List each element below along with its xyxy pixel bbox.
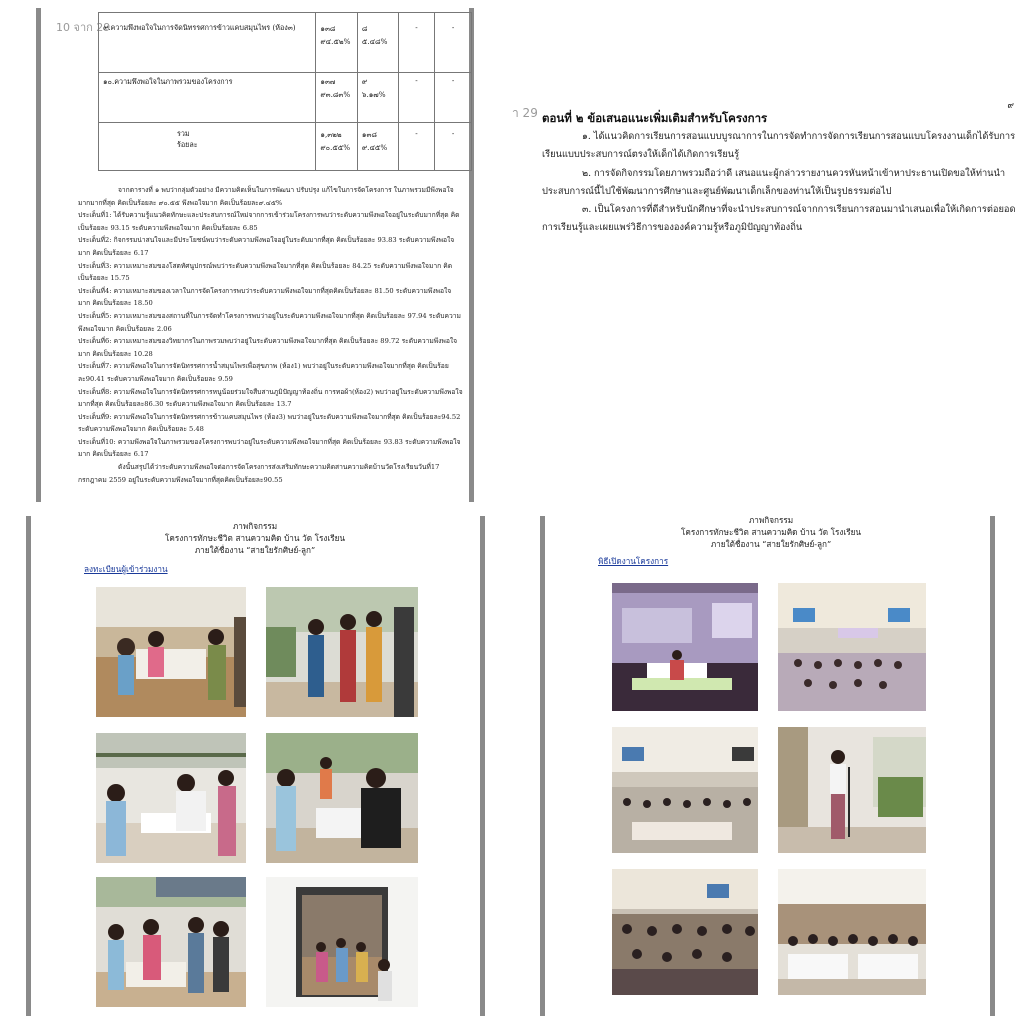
paragraph: ประเด็นที่2: กิจกรรมน่าสนใจและมีประโยชน์พบว่าระดับความพึงพอใจอยู่ในระดับมากที่สุด คิดเป็นร้อยละ 93.83 ระดับความพึงพอใจมาก คิดเป็นร้อยละ 6.17: [78, 236, 455, 257]
title-line: ภายใต้ชื่องาน “สายใยรักศิษย์-ลูก”: [194, 545, 316, 555]
table-cell: -: [398, 13, 435, 73]
document-page-2: [512, 98, 1024, 238]
table-cell: ๑๓๘ ๙.๔๕%: [357, 123, 398, 171]
suggestion-item: ๓. เป็นโครงการที่ดีสำหรับนักศึกษาที่จะนำประสบการณ์จากการเรียนการสอนมานำเสนอเพื่อให้เกิดการต่อยอดการเรียนรู้และเผยแพร่วิธีการขององค์ความรู้หรือภูมิปัญญาท้องถิ่น: [542, 204, 1016, 234]
photo-page-title: [606, 514, 936, 550]
photo-page-title: [90, 520, 420, 556]
photo-opening-3: [612, 727, 758, 853]
page-edge-right: [480, 516, 485, 1016]
photo-registration-3: [96, 733, 246, 863]
paragraph: ประเด็นที่1: ได้รับความรู้แนวคิดทักษะและประสบการณ์ใหม่จากการเข้าร่วมโครงการพบว่าระดับความพึงพอใจอยู่ในระดับมากที่สุด คิดเป็นร้อยละ 93.15 ระดับความพึงพอใจมาก คิดเป็นร้อยละ 6.85: [78, 211, 460, 232]
photo-opening-1: [612, 583, 758, 711]
table-cell: ๙ ๖.๑๗%: [357, 73, 398, 123]
table-cell: ๑๓๗ ๙๓.๘๓%: [316, 73, 357, 123]
satisfaction-table: [98, 12, 472, 171]
title-line: ภายใต้ชื่องาน “สายใยรักศิษย์-ลูก”: [710, 539, 832, 549]
table-cell: -: [398, 73, 435, 123]
paragraph: ประเด็นที่4: ความเหมาะสมของเวลาในการจัดโครงการพบว่าระดับความพึงพอใจมากที่สุดคิดเป็นร้อยละ 81.50 ระดับความพึงพอใจมาก คิดเป็นร้อยละ 18.50: [78, 286, 452, 308]
suggestion-item: ๑. ได้แนวคิดการเรียนการสอนแบบบูรณาการในการจัดทำการจัดการเรียนการสอนแบบโครงงานเด็กได้รับการเรียนแบบประสบการณ์ตรงให้เด็กได้เกิดการเรียนรู้: [542, 131, 1016, 161]
title-line: โครงการทักษะชีวิต สานความคิด บ้าน วัด โรงเรียน: [681, 527, 861, 537]
paragraph: ประเด็นที่6: ความเหมาะสมของวิทยากรในภาพรวมพบว่าอยู่ในระดับความพึงพอใจมากที่สุด คิดเป็นร้อยละ 89.72 ระดับความพึงพอใจมาก คิดเป็นร้อยละ 10.28: [78, 337, 458, 358]
table-cell: -: [435, 13, 472, 73]
suggestion-item: ๒. การจัดกิจกรรมโดยภาพรวมถือว่าดี เสนอแนะผู้กล่าวรายงานควรหันหน้าเข้าหาประธานเปิดขอให้ท่านนำประสบการณ์นี้ไปใช้พัฒนาการศึกษาและศูนย์พัฒนาเด็กเล็กของท่านให้เป็นรูปธรรมต่อไป: [542, 167, 1006, 197]
results-text: [78, 184, 463, 486]
title-line: ภาพกิจกรรม: [748, 515, 794, 525]
page-edge-left: [540, 516, 545, 1016]
section-heading: ตอนที่ ๒ ข้อเสนอแนะเพิ่มเติมสำหรับโครงการ: [542, 111, 768, 125]
table-row: [99, 123, 472, 171]
photo-registration-1: [96, 587, 246, 717]
suggestions-text: [542, 128, 1020, 238]
page-label: 10 จาก 29: [56, 21, 111, 34]
table-cell: ๑๓๘ ๙๔.๕๒%: [316, 13, 357, 73]
paragraph: จากตารางที่ ๑ พบว่ากลุ่มตัวอย่าง มีความคิดเห็นในการพัฒนา ปรับปรุง แก้ไขในการจัดโครงการ ในภาพรวมมีพึงพอใจมากมากที่สุด คิดเป็นร้อยละ ๙๐.๕๕ พึงพอใจมาก คิดเป็นร้อยละ๙.๔๕%: [78, 186, 454, 207]
title-line: ภาพกิจกรรม: [232, 521, 278, 531]
paragraph: ประเด็นที่10: ความพึงพอใจในภาพรวมของโครงการพบว่าอยู่ในระดับความพึงพอใจมากที่สุด คิดเป็นร้อยละ 93.83 ระดับความพึงพอใจมาก คิดเป็นร้อยละ 6.17: [78, 437, 461, 459]
table-row: [99, 73, 472, 123]
table-cell: -: [435, 73, 472, 123]
photo-registration-6: [266, 877, 418, 1007]
table-cell: -: [435, 123, 472, 171]
document-page-1: [38, 8, 472, 500]
paragraph: ประเด็นที่3: ความเหมาะสมของโสตทัศนูปกรณ์พบว่าระดับความพึงพอใจมากที่สุด คิดเป็นร้อยละ 84.25 ระดับความพึงพอใจมาก คิดเป็นร้อยละ 15.75: [78, 261, 453, 283]
photo-registration-2: [266, 587, 418, 717]
table-cell-item: ๙.ความพึงพอใจในการจัดนิทรรศการข้าวแคบสมุนไพร (ห้อง๓): [99, 13, 316, 73]
photo-opening-6: [778, 869, 926, 995]
page-edge-left: [26, 516, 31, 1016]
paragraph: ประเด็นที่5: ความเหมาะสมของสถานที่ในการจัดทำโครงการพบว่าอยู่ในระดับความพึงพอใจมากที่สุด คิดเป็นร้อยละ 97.94 ระดับความพึงพอใจมาก คิดเป็นร้อยละ 2.06: [78, 311, 461, 333]
photo-opening-4: [778, 727, 926, 853]
section-label-opening: พิธีเปิดงานโครงการ: [598, 556, 669, 566]
photo-registration-4: [266, 733, 418, 863]
paragraph: ประเด็นที่9: ความพึงพอใจในการจัดนิทรรศการข้าวแคบสมุนไพร (ห้อง3) พบว่าอยู่ในระดับความพึงพอใจมากที่สุด คิดเป็นร้อยละ94.52 ระดับความพึงพอใจมาก คิดเป็นร้อยละ 5.48: [78, 412, 461, 434]
paragraph: ดังนั้นสรุปได้ว่าระดับความพึงพอใจต่อการจัดโครงการส่งเสริมทักษะความคิดสานความคิดบ้านวัดโรงเรียนวันที่17 กรกฎาคม 2559 อยู่ในระดับความพึงพอใจมากที่สุดคิดเป็นร้อยละ90.55: [78, 463, 440, 484]
table-cell: ๑,๓๒๒ ๙๐.๕๕%: [316, 123, 357, 171]
paragraph: ประเด็นที่8: ความพึงพอใจในการจัดนิทรรศการหนูน้อยร่วมใจสืบสานภูมิปัญญาท้องถิ่น การทอผ้า(ห้อง2) พบว่าอยู่ในระดับความพึงพอใจมากที่สุด คิดเป็นร้อยละ86.30 ระดับความพึงพอใจมาก คิดเป็นร้อยละ 13.7: [78, 387, 463, 409]
photo-registration-5: [96, 877, 246, 1007]
table-cell-item: รวม ร้อยละ: [99, 123, 316, 171]
page-label: า 29: [512, 106, 538, 120]
photo-opening-5: [612, 869, 758, 995]
table-cell: -: [398, 123, 435, 171]
table-row: [99, 13, 472, 73]
section-label-registration: ลงทะเบียนผู้เข้าร่วมงาน: [84, 564, 168, 574]
table-cell-item: ๑๐.ความพึงพอใจในภาพรวมของโครงการ: [99, 73, 316, 123]
photo-opening-2: [778, 583, 926, 711]
page-edge-right: [990, 516, 995, 1016]
title-line: โครงการทักษะชีวิต สานความคิด บ้าน วัด โรงเรียน: [165, 533, 345, 543]
page-number: ๙: [1007, 101, 1014, 111]
table-cell: ๘ ๕.๔๘%: [357, 13, 398, 73]
paragraph: ประเด็นที่7: ความพึงพอใจในการจัดนิทรรศการน้ำสมุนไพรเพื่อสุขภาพ (ห้อง1) พบว่าอยู่ในระดับความพึงพอใจมากที่สุด คิดเป็นร้อยละ90.41 ระดับความพึงพอใจมาก คิดเป็นร้อยละ 9.59: [78, 362, 449, 383]
